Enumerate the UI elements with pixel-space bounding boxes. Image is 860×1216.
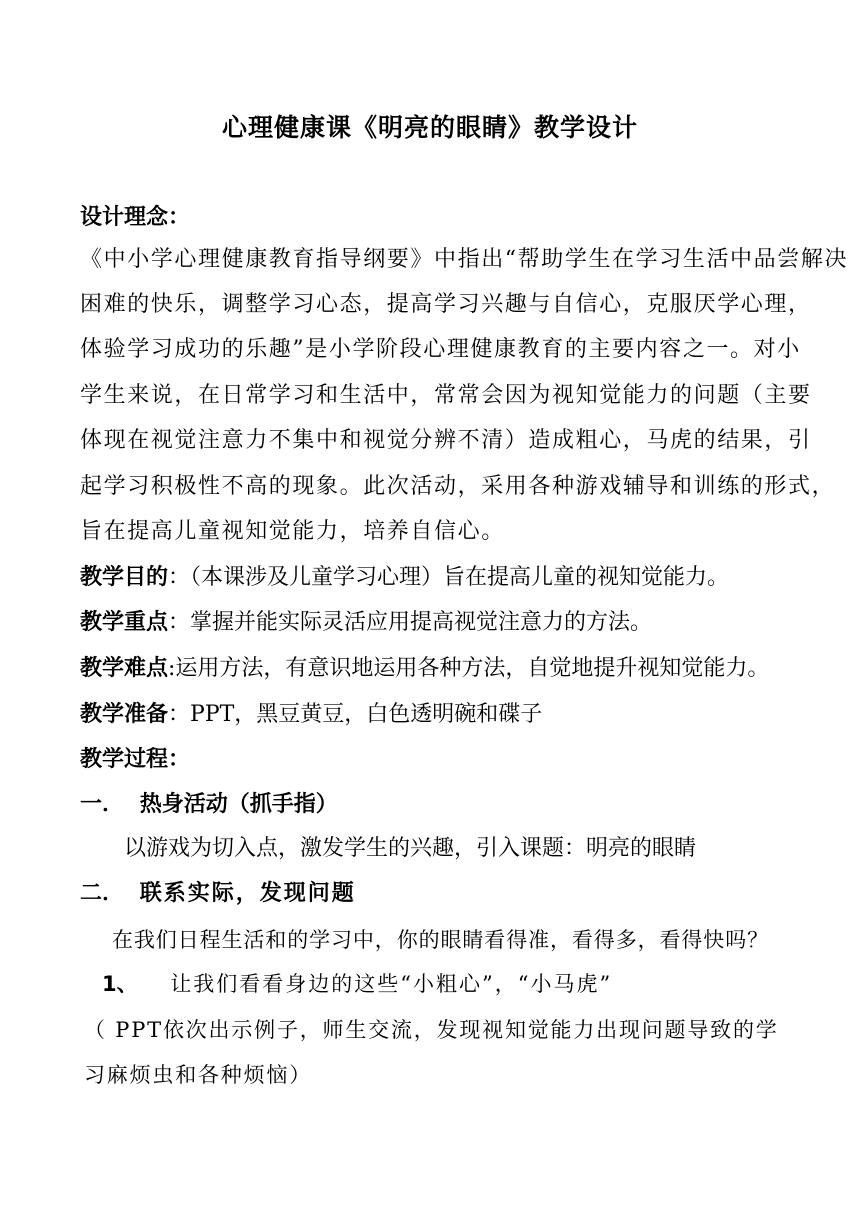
concept-line-1: 《中小学心理健康教育指导纲要》中指出“帮助学生在学习生活中品尝解决 [80, 247, 849, 272]
section2-note-line-1: （ PPT依次出示例子，师生交流，发现视知觉能力出现问题导致的学 [84, 1018, 779, 1042]
concept-heading: 设计理念： [80, 205, 191, 230]
key-text: ：掌握并能实际灵活应用提高视觉注意力的方法。 [168, 610, 653, 635]
difficulty-text: :运用方法，有意识地运用各种方法，自觉地提升视知觉能力。 [168, 656, 770, 681]
section2-number: 二． [80, 881, 125, 906]
section1-number: 一． [80, 792, 125, 817]
section2-title: 联系实际，发现问题 [139, 881, 356, 906]
goal-text: ：（本课涉及儿童学习心理）旨在提高儿童的视知觉能力。 [168, 565, 730, 590]
concept-line-2: 困难的快乐，调整学习心态，提高学习兴趣与自信心，克服厌学心理， [80, 292, 812, 317]
difficulty-line [80, 653, 769, 685]
item1-text: 让我们看看身边的这些“小粗心”，“小马虎” [170, 972, 613, 996]
goal-label: 教学目的 [80, 565, 169, 590]
section2-note-line-2: 习麻烦虫和各种烦恼） [84, 1063, 312, 1087]
concept-line-6: 起学习积极性不高的现象。此次活动，采用各种游戏辅导和训练的形式， [80, 474, 836, 499]
prep-text: ：PPT，黑豆黄豆，白色透明碗和碟子 [168, 702, 543, 727]
section2-item-1 [102, 968, 612, 1000]
section2-body: 在我们日程生活和的学习中，你的眼睛看得准，看得多，看得快吗？ [112, 928, 769, 952]
key-label: 教学重点 [80, 610, 169, 635]
prep-label: 教学准备 [80, 702, 169, 727]
concept-line-7: 旨在提高儿童视知觉能力，培养自信心。 [80, 519, 505, 544]
section1-body: 以游戏为切入点，激发学生的兴趣，引入课题：明亮的眼睛 [124, 836, 697, 861]
concept-line-5: 体现在视觉注意力不集中和视觉分辨不清）造成粗心，马虎的结果，引 [80, 428, 812, 453]
item1-number: 1、 [102, 972, 138, 996]
process-heading: 教学过程： [80, 747, 191, 772]
section1-title: 热身活动（抓手指） [139, 792, 338, 817]
section1-heading [80, 789, 338, 821]
difficulty-label: 教学难点 [80, 656, 169, 681]
concept-line-4: 学生来说，在日常学习和生活中，常常会因为视知觉能力的问题（主要 [80, 383, 812, 408]
prep-line [80, 699, 542, 731]
goal-line [80, 562, 729, 594]
key-line [80, 607, 652, 639]
concept-line-3: 体验学习成功的乐趣”是小学阶段心理健康教育的主要内容之一。对小 [80, 337, 801, 362]
document-title: 心理健康课《明亮的眼睛》教学设计 [221, 113, 638, 142]
section2-heading [80, 878, 356, 910]
